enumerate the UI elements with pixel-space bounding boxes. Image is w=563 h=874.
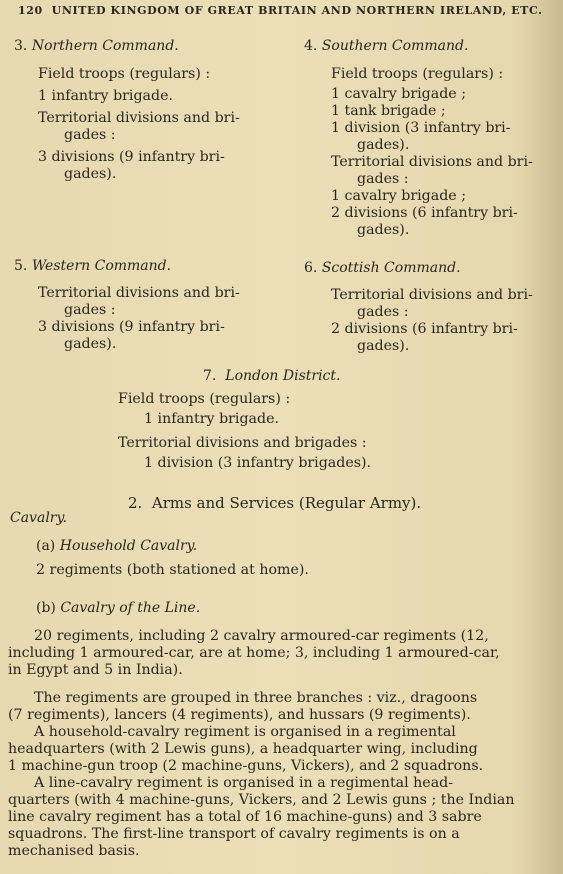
- household-cavalry-heading: (a) Household Cavalry.: [36, 538, 198, 554]
- scottish-command-heading: 6. Scottish Command.: [304, 260, 461, 276]
- arms-section-heading: 2. Arms and Services (Regular Army).: [128, 494, 422, 512]
- household-cavalry-text: 2 regiments (both stationed at home).: [36, 562, 309, 578]
- line-cavalry-heading: (b) Cavalry of the Line.: [36, 600, 201, 616]
- running-header: [18, 4, 543, 17]
- northern-command-body: Field troops (regulars) : 1 infantry brigade. Territorial divisions and bri- gades : 3 divisions (9 infantry bri- gades).: [38, 66, 240, 182]
- london-district-body: Field troops (regulars) : 1 infantry brigade. Territorial divisions and brigades : 1 division (3 infantry brigades).: [118, 391, 372, 471]
- scottish-command-body: Territorial divisions and bri- gades : 2 divisions (6 infantry bri- gades).: [331, 287, 533, 354]
- line-cavalry-paragraph-1: 20 regiments, including 2 cavalry armoured-car regiments (12, including 1 armoured-car, are at home; 3, including 1 armoured-car, in Egypt and 5 in India).: [8, 628, 500, 678]
- western-command-body: Territorial divisions and bri- gades : 3 divisions (9 infantry bri- gades).: [38, 285, 240, 352]
- line-cavalry-paragraph-2: The regiments are grouped in three branches : viz., dragoons (7 regiments), lancers (4 regiments), and hussars (9 regiments). A household-cavalry regiment is organised in a regimental headquarters (with 2 Lewis guns), a headquarter wing, including 1 machine-gun troop (2 machine-guns, Vickers), and 2 squadrons. A line-cavalry regiment is organised in a regimental head- quarters (with 4 machine-guns, Vickers, and 2 Lewis guns ; the Indian line cavalry regiment has a total of 16 machine-guns) and 3 sabre squadrons. The first-line transport of cavalry regiments is on a mechanised basis.: [8, 690, 515, 859]
- cavalry-side-heading: Cavalry.: [10, 510, 67, 526]
- southern-command-body: Field troops (regulars) : 1 cavalry brigade ; 1 tank brigade ; 1 division (3 infantry bri- gades). Territorial divisions and bri- gades : 1 cavalry brigade ; 2 divisions (6 infantry bri- gades).: [331, 66, 533, 238]
- running-title: UNITED KINGDOM OF GREAT BRITAIN AND NORTHERN IRELAND, ETC.: [51, 4, 543, 17]
- western-command-heading: 5. Western Command.: [14, 258, 172, 274]
- page-number: 120: [18, 4, 43, 17]
- london-district-heading: 7. London District.: [203, 368, 341, 384]
- southern-command-heading: 4. Southern Command.: [304, 38, 469, 54]
- northern-command-heading: 3. Northern Command.: [14, 38, 179, 54]
